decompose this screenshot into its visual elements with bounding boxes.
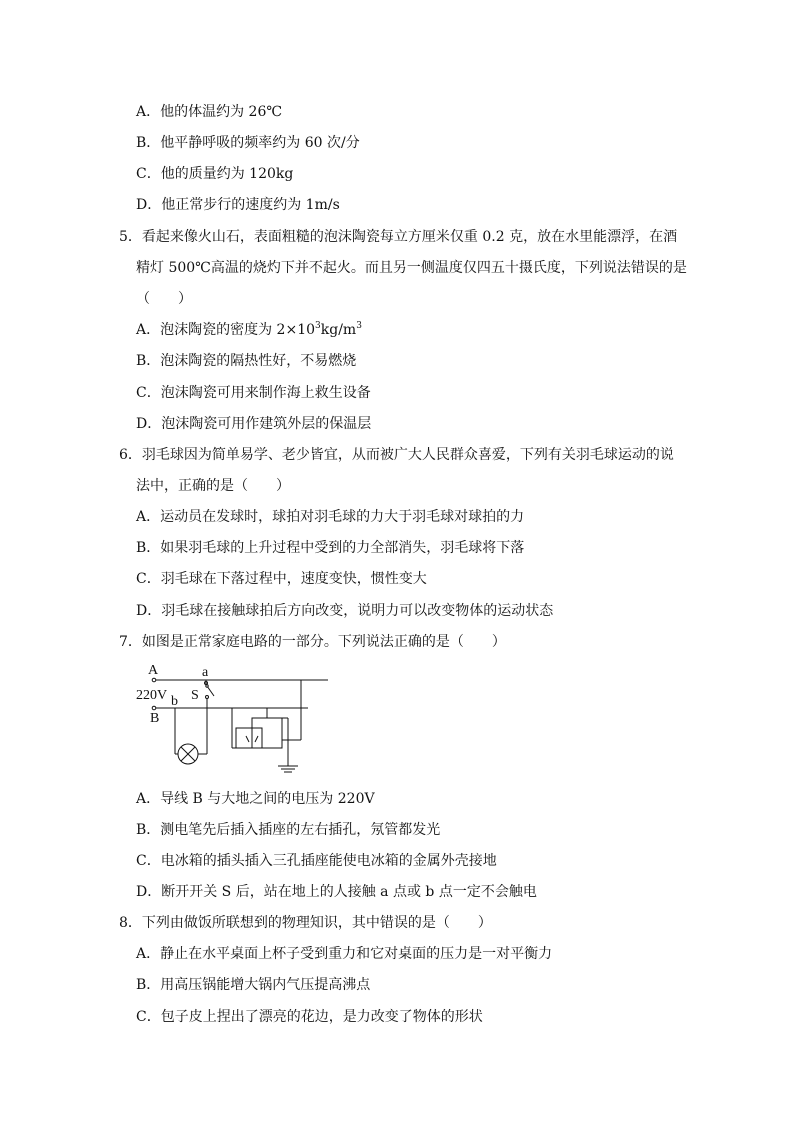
label-a-terminal: A — [148, 663, 159, 678]
q5-option-b: B．泡沫陶瓷的隔热性好，不易燃烧 — [136, 353, 357, 369]
q7-stem: 7．如图是正常家庭电路的一部分。下列说法正确的是（ ） — [119, 634, 506, 650]
q5-option-a-exponent-1: 3 — [315, 321, 321, 331]
q6-option-c: C．羽毛球在下落过程中，速度变快，惯性变大 — [136, 571, 427, 587]
label-point-a: a — [202, 665, 209, 680]
label-b-terminal: B — [150, 711, 160, 726]
q5-stem-line-1: 5．看起来像火山石，表面粗糙的泡沫陶瓷每立方厘米仅重 0.2 克，放在水里能漂浮，在酒 — [119, 229, 678, 245]
q6-option-b: B．如果羽毛球的上升过程中受到的力全部消失，羽毛球将下落 — [136, 540, 525, 556]
q5-option-a-prefix: A．泡沫陶瓷的密度为 2×10 — [136, 322, 316, 338]
q4-option-c: C．他的质量约为 120kg — [136, 166, 294, 182]
q8-option-a: A．静止在水平桌面上杯子受到重力和它对桌面的压力是一对平衡力 — [136, 946, 553, 962]
circuit-diagram — [130, 660, 340, 780]
q5-option-a-exponent-2: 3 — [356, 321, 362, 331]
q6-option-a: A．运动员在发球时，球拍对羽毛球的力大于羽毛球对球拍的力 — [136, 509, 525, 525]
q5-stem-line-2: 精灯 500℃高温的烧灼下并不起火。而且另一侧温度仅四五十摄氏度，下列说法错误的是 — [136, 260, 687, 276]
q8-stem: 8．下列由做饭所联想到的物理知识，其中错误的是（ ） — [119, 915, 492, 931]
q8-option-b: B．用高压锅能增大锅内气压提高沸点 — [136, 977, 371, 993]
q5-option-a-unit: kg/m — [320, 322, 357, 338]
q6-stem-line-1: 6．羽毛球因为简单易学、老少皆宜，从而被广大人民群众喜爱，下列有关羽毛球运动的说 — [119, 447, 674, 463]
switch-s — [207, 686, 214, 696]
q4-option-d: D．他正常步行的速度约为 1m/s — [136, 197, 340, 213]
q4-option-a: A．他的体温约为 26℃ — [136, 104, 283, 120]
label-voltage: 220V — [136, 688, 168, 703]
three-pin-socket — [236, 728, 262, 748]
socket-outline — [252, 718, 282, 748]
label-point-b: b — [171, 694, 178, 709]
terminal-a — [152, 678, 156, 682]
q7-option-b: B．测电笔先后插入插座的左右插孔，氖管都发光 — [136, 822, 441, 838]
q6-stem-line-2: 法中，正确的是（ ） — [136, 478, 290, 494]
terminal-b — [152, 706, 156, 710]
q4-option-b: B．他平静呼吸的频率约为 60 次/分 — [136, 135, 360, 151]
q5-option-a — [136, 320, 362, 340]
q5-stem-line-3: （ ） — [136, 291, 192, 307]
q5-option-d: D．泡沫陶瓷可用作建筑外层的保温层 — [136, 416, 372, 432]
q7-option-a: A．导线 B 与大地之间的电压为 220V — [136, 791, 375, 807]
q7-option-d: D．断开开关 S 后，站在地上的人接触 a 点或 b 点一定不会触电 — [136, 884, 537, 900]
label-switch-s: S — [191, 688, 199, 703]
q6-option-d: D．羽毛球在接触球拍后方向改变，说明力可以改变物体的运动状态 — [136, 603, 554, 619]
q5-option-c: C．泡沫陶瓷可用来制作海上救生设备 — [136, 385, 371, 401]
q7-option-c: C．电冰箱的插头插入三孔插座能使电冰箱的金属外壳接地 — [136, 853, 497, 869]
q8-option-c: C．包子皮上捏出了漂亮的花边，是力改变了物体的形状 — [136, 1009, 483, 1025]
